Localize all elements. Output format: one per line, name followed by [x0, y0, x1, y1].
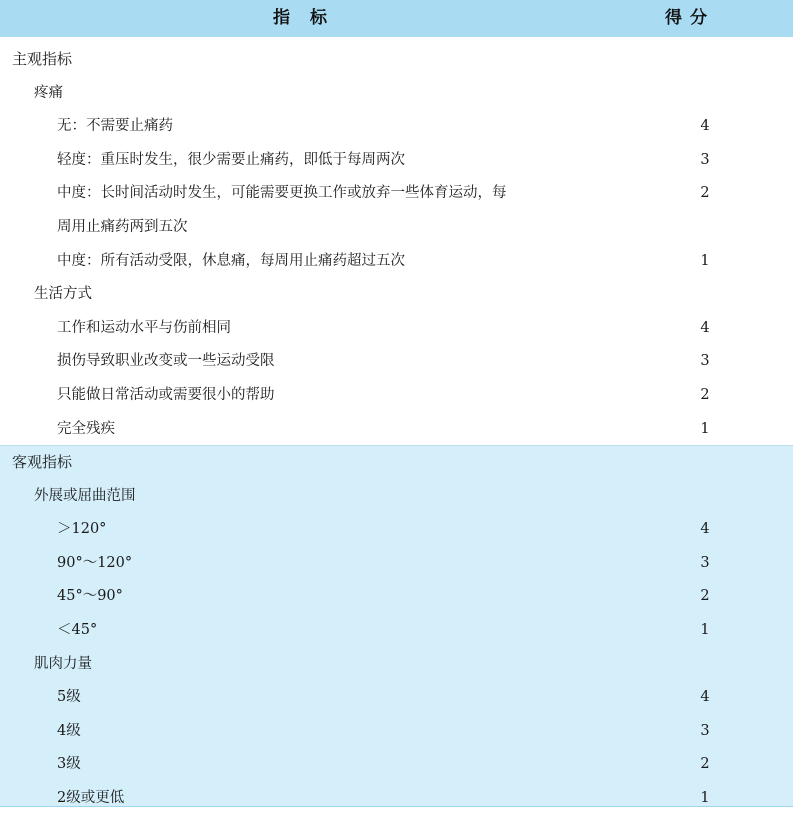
group-title-pain: 疼痛 — [34, 84, 63, 101]
item-text: 中度：长时间活动时发生，可能需要更换工作或放弃一些体育运动，每 — [57, 185, 507, 202]
table-row — [0, 245, 793, 279]
group-title — [0, 648, 793, 682]
item-text: ＞120° — [57, 521, 107, 538]
table-row — [0, 547, 793, 581]
group-title-lifestyle: 生活方式 — [34, 286, 92, 303]
item-text: 只能做日常活动或需要很小的帮助 — [57, 386, 275, 403]
header-indicator: 指标 — [273, 8, 347, 28]
item-text: 无：不需要止痛药 — [57, 118, 173, 135]
item-score: 1 — [700, 252, 710, 269]
table-row — [0, 782, 793, 816]
section-title — [0, 43, 793, 77]
item-text: 2级或更低 — [57, 789, 125, 806]
item-score: 2 — [700, 588, 710, 605]
subjective-section — [0, 37, 793, 445]
table-row — [0, 715, 793, 749]
table-row — [0, 211, 793, 245]
item-text: 3级 — [57, 756, 81, 773]
table-row — [0, 177, 793, 211]
table-row — [0, 312, 793, 346]
item-score: 4 — [700, 319, 710, 336]
group-title — [0, 77, 793, 111]
item-text: 90°～120° — [57, 554, 133, 571]
group-title — [0, 278, 793, 312]
item-text: 5级 — [57, 689, 81, 706]
header-score: 得分 — [665, 8, 715, 28]
table-row — [0, 413, 793, 447]
item-score: 3 — [700, 554, 710, 571]
table-row — [0, 681, 793, 715]
group-title-range: 外展或屈曲范围 — [34, 487, 136, 504]
item-score: 1 — [700, 420, 710, 437]
table-row — [0, 379, 793, 413]
table-row — [0, 614, 793, 648]
table-row — [0, 110, 793, 144]
table-row — [0, 580, 793, 614]
item-text: 损伤导致职业改变或一些运动受限 — [57, 353, 275, 370]
item-score: 2 — [700, 756, 710, 773]
item-text: 45°～90° — [57, 588, 123, 605]
section-title — [0, 446, 793, 480]
item-score: 4 — [700, 118, 710, 135]
item-score: 2 — [700, 185, 710, 202]
item-score: 3 — [700, 722, 710, 739]
table-row — [0, 513, 793, 547]
item-text: 中度：所有活动受限，休息痛，每周用止痛药超过五次 — [57, 252, 405, 269]
group-title-strength: 肌肉力量 — [34, 655, 92, 672]
objective-section — [0, 445, 793, 806]
group-title — [0, 480, 793, 514]
item-score: 2 — [700, 386, 710, 403]
item-text: ＜45° — [57, 621, 98, 638]
subjective-title: 主观指标 — [12, 50, 73, 68]
objective-title: 客观指标 — [12, 453, 73, 471]
item-score: 1 — [700, 621, 710, 638]
item-text: 完全残疾 — [57, 420, 115, 437]
table-row — [0, 345, 793, 379]
table-header — [0, 0, 793, 37]
item-score: 4 — [700, 521, 710, 538]
item-score: 1 — [700, 789, 710, 806]
item-text: 轻度：重压时发生，很少需要止痛药，即低于每周两次 — [57, 151, 405, 168]
item-score: 3 — [700, 151, 710, 168]
table-row — [0, 748, 793, 782]
table-row — [0, 144, 793, 178]
item-score: 4 — [700, 689, 710, 706]
item-score: 3 — [700, 353, 710, 370]
item-text: 4级 — [57, 722, 81, 739]
item-text-continued: 周用止痛药两到五次 — [57, 218, 188, 235]
item-text: 工作和运动水平与伤前相同 — [57, 319, 231, 336]
